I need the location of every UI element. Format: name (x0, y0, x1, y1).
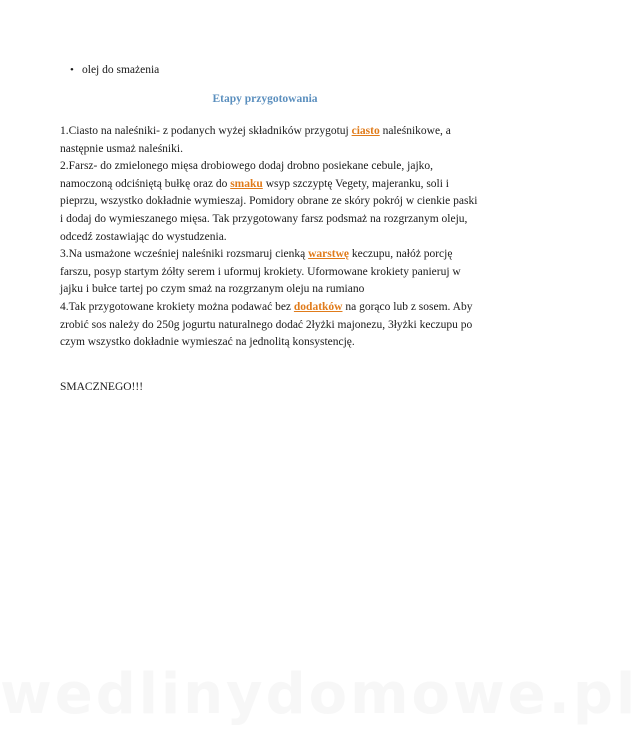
step-4 (60, 299, 480, 352)
step-text: 3.Na usmażone wcześniej naleśniki rozsmaruj cienką (60, 248, 309, 261)
closing-text: SMACZNEGO!!! (60, 381, 144, 393)
steps-body (60, 123, 480, 352)
keyword-link[interactable]: warstwę (308, 248, 349, 261)
step-text: na gorąco lub z sosem. Aby zrobić sos należy do 250g jogurtu naturalnego dodać 2łyżki majonezu, 3łyżki keczupu po czym wszystko dokładnie wymieszać na jednolitą konsystencję. (60, 300, 473, 349)
step-1 (60, 123, 480, 158)
step-text: wsyp szczyptę Vegety, majeranku, soli i pieprzu, wszystko dokładnie wymieszaj. Pomidory obrane ze skóry pokrój w cienkie paski i dodaj do wymieszanego mięsa. Tak przygotowany farsz podsmaż na rozgrzanym oleju, odcedź zostawiając do wystudzenia. (60, 177, 478, 243)
step-text: naleśnikowe, a następnie usmaż naleśniki. (60, 125, 451, 155)
step-text: keczupu, nałóż porcję farszu, posyp startym żółty serem i uformuj krokiety. Uformowane krokiety panieruj w jajku i bułce tartej po czym smaż na rozgrzanym oleju na rumiano (60, 248, 461, 296)
ingredients-list (70, 62, 159, 78)
keyword-link[interactable]: smaku (230, 177, 263, 190)
keyword-link[interactable]: dodatków (293, 300, 343, 313)
section-title: Etapy przygotowania (212, 93, 318, 105)
step-text: 2.Farsz- do zmielonego mięsa drobiowego dodaj drobno posiekane cebule, jajko, namoczoną odciśniętą bułkę oraz do (60, 160, 434, 190)
step-text: 4.Tak przygotowane krokiety można podawać bez (60, 300, 294, 313)
step-2 (60, 158, 480, 246)
watermark: wedlinydomowe.pl (0, 662, 638, 727)
list-item: • olej do smażenia (70, 62, 159, 78)
step-text: 1.Ciasto na naleśniki- z podanych wyżej składników przygotuj (60, 125, 352, 137)
keyword-link[interactable]: ciasto (351, 125, 380, 137)
step-3 (60, 246, 480, 299)
